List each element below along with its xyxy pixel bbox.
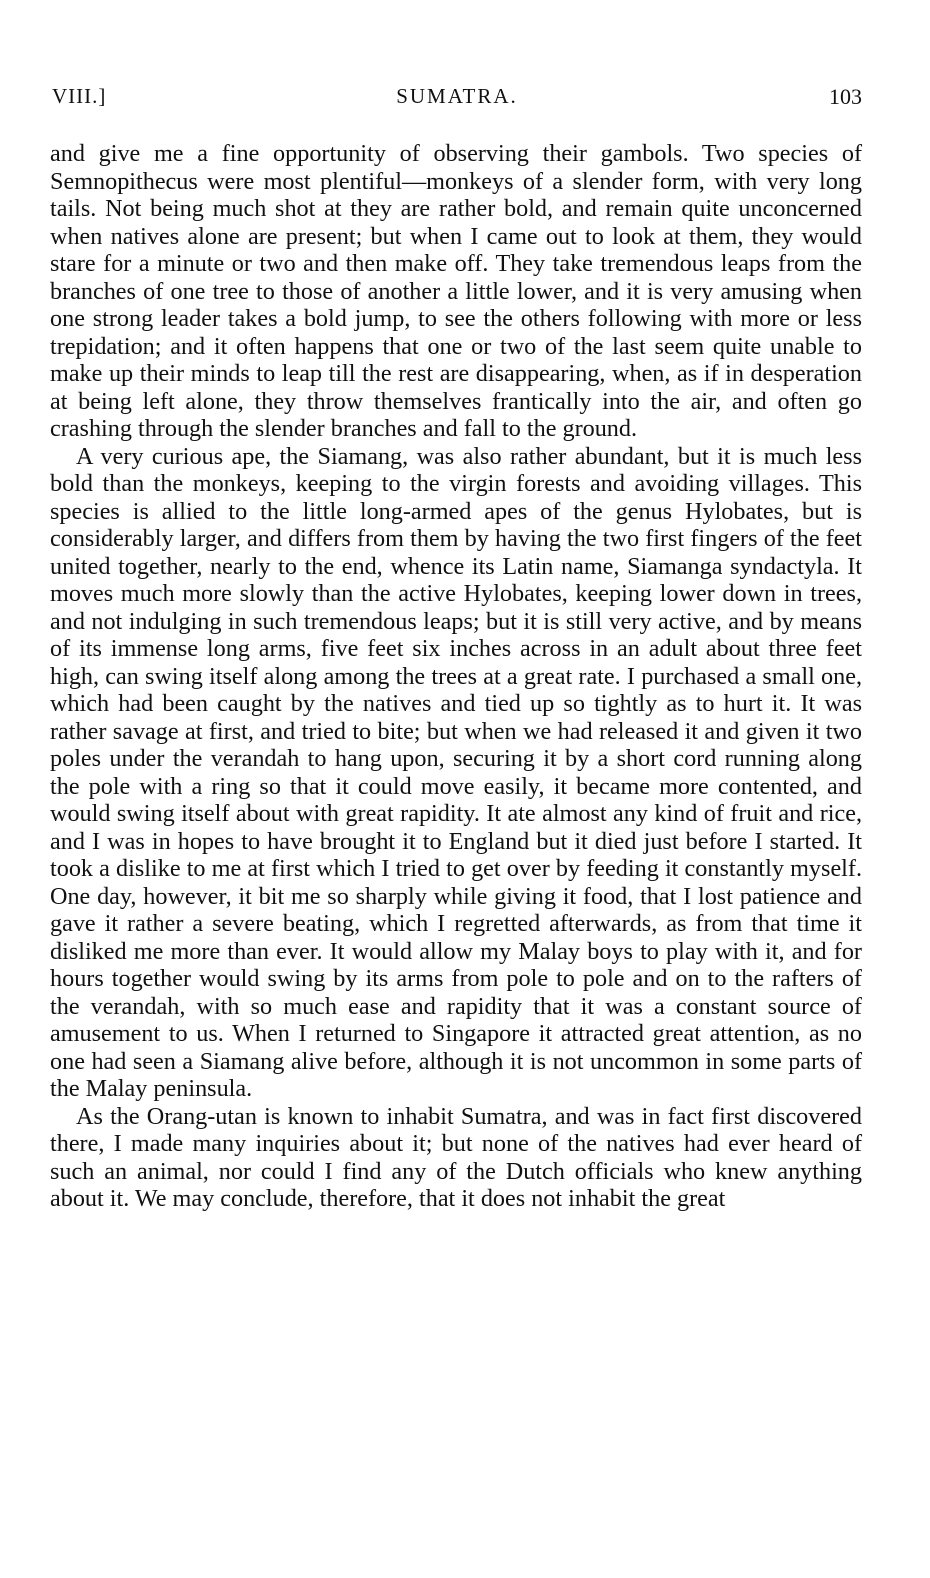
paragraph-continued: and give me a fine opportunity of observing their gambols. Two species of Semnopithecus were most plentiful—monkeys of a slender form, with very long tails. Not being much shot at they are rather bold, and remain quite unconcerned when natives alone are present; but when I came out to look at them, they would stare for a minute or two and then make off. They take tremendous leaps from the branches of one tree to those of another a little lower, and it is very amusing when one strong leader takes a bold jump, to see the others following with more or less trepidation; and it often happens that one or two of the last seem quite unable to make up their minds to leap till the rest are disappearing, when, as if in desperation at being left alone, they throw themselves frantically into the air, and often go crashing through the slender branches and fall to the ground. (50, 140, 862, 442)
running-head (52, 84, 862, 114)
chapter-marker: VIII.] (52, 84, 107, 108)
paragraph-orang-utan: As the Orang-utan is known to inhabit Sumatra, and was in fact first discovered there, I made many inquiries about it; but none of the natives had ever heard of such an animal, nor could I find any of the Dutch officials who knew anything about it. We may conclude, therefore, that it does not inhabit the great (50, 1102, 862, 1212)
body-text (50, 140, 862, 1213)
paragraph-siamang: A very curious ape, the Siamang, was also rather abundant, but it is much less bold than the monkeys, keeping to the virgin forests and avoiding villages. This species is allied to the little long-armed apes of the genus Hylobates, but is considerably larger, and differs from them by having the two first fingers of the feet united together, nearly to the end, whence its Latin name, Siamanga syndactyla. It moves much more slowly than the active Hylobates, keeping lower down in trees, and not indulging in such tremendous leaps; but it is still very active, and by means of its immense long arms, five feet six inches across in an adult about three feet high, can swing itself along among the trees at a great rate. I purchased a small one, which had been caught by the natives and tied up so tightly as to hurt it. It was rather savage at first, and tried to bite; but when we had released it and given it two poles under the verandah to hang upon, securing it by a short cord running along the pole with a ring so that it could move easily, it became more contented, and would swing itself about with great rapidity. It ate almost any kind of fruit and rice, and I was in hopes to have brought it to England but it died just before I started. It took a dislike to me at first which I tried to get over by feeding it constantly myself. One day, however, it bit me so sharply while giving it food, that I lost patience and gave it rather a severe beating, which I regretted afterwards, as from that time it disliked me more than ever. It would allow my Malay boys to play with it, and for hours together would swing by its arms from pole to pole and on to the rafters of the verandah, with so much ease and rapidity that it was a constant source of amusement to us. When I returned to Singapore it attracted great attention, as no one had seen a Siamang alive before, although it is not uncommon in some parts of the Malay peninsula. (50, 442, 862, 1102)
running-title: SUMATRA. (396, 84, 518, 108)
page-number: 103 (829, 84, 862, 109)
